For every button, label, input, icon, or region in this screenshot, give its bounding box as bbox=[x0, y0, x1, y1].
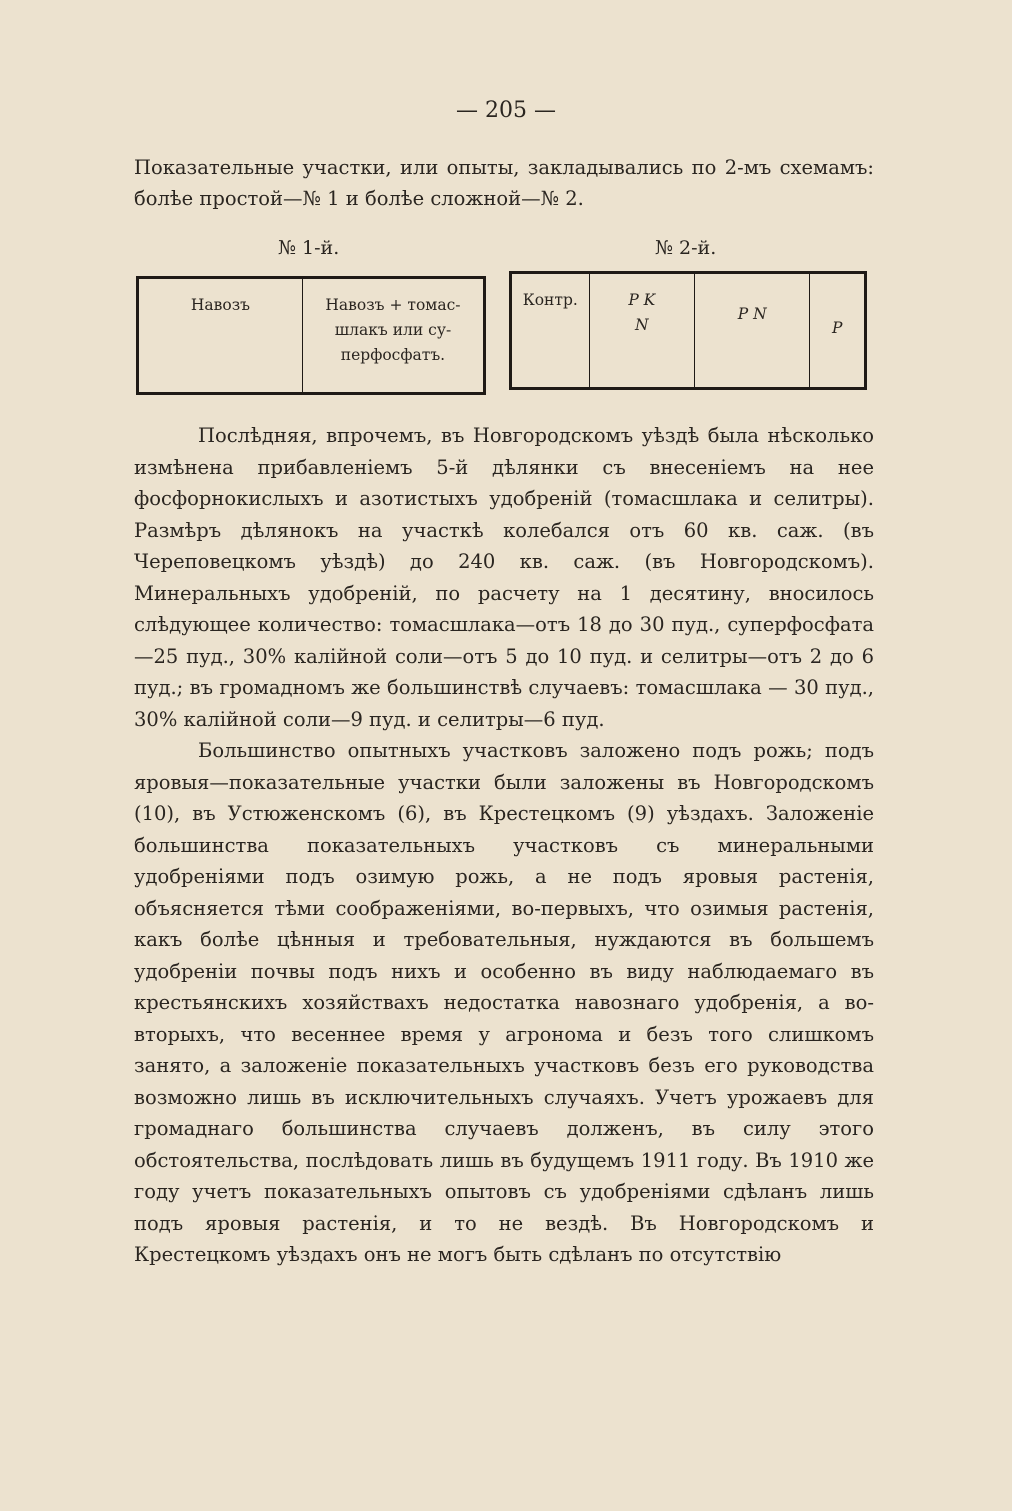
scheme-1-label: № 1-й. bbox=[278, 237, 340, 259]
paragraph-1: Послѣдняя, впрочемъ, въ Новгородскомъ уѣздѣ была нѣсколько измѣнена прибавленіемъ 5-й дѣлянки съ внесеніемъ на нее фосфорнокислыхъ и азотистыхъ удобреній (томасшлака и селитры). Размѣръ дѣлянокъ на участкѣ колебался отъ 60 кв. саж. (въ Череповецкомъ уѣздѣ) до 240 кв. саж. (въ Новгородскомъ). Минеральныхъ удобреній, по расчету на 1 десятину, вносилось слѣдующее количество: томасшлака—отъ 18 до 30 пуд., суперфосфата—25 пуд., 30% калійной соли—отъ 5 до 10 пуд. и селитры—отъ 2 до 6 пуд.; въ громадномъ же большинствѣ случаевъ: томасшлака — 30 пуд., 30% калійной соли—9 пуд. и селитры—6 пуд. bbox=[134, 424, 874, 731]
body-text bbox=[134, 420, 874, 1271]
scheme-2-cell-p: P bbox=[810, 273, 866, 389]
intro-text: Показательные участки, или опыты, закладывались по 2-мъ схемамъ: болѣе простой—№ 1 и болѣе сложной—№ 2. bbox=[134, 156, 874, 210]
scheme-1-cell-manure: Навозъ bbox=[190, 296, 251, 314]
scheme-1-cell-manure-slag: Навозъ + томас- шлакъ или су- перфосфатъ. bbox=[302, 278, 484, 394]
scheme-2-cell-pkn: P K N bbox=[589, 273, 694, 389]
intro-paragraph bbox=[134, 152, 874, 214]
paragraph-2: Большинство опытныхъ участковъ заложено подъ рожь; подъ яровыя—показательные участки были заложены въ Новгородскомъ (10), въ Устюженскомъ (6), въ Крестецкомъ (9) уѣздахъ. Заложеніе большинства показательныхъ участковъ съ минеральными удобреніями подъ озимую рожь, а не подъ яровыя растенія, объясняется тѣми соображеніями, во-первыхъ, что озимыя растенія, какъ болѣе цѣнныя и требовательныя, нуждаются въ большемъ удобреніи почвы подъ нихъ и особенно въ виду наблюдаемаго въ крестьянскихъ хозяйствахъ недостатка навознаго удобренія, а во-вторыхъ, что весеннее время у агронома и безъ того слишкомъ занято, а заложеніе показательныхъ участковъ безъ его руководства возможно лишь въ исключительныхъ случаяхъ. Учетъ урожаевъ для громаднаго большинства случаевъ долженъ, въ силу этого обстоятельства, послѣдовать лишь въ будущемъ 1911 году. Въ 1910 же году учетъ показательныхъ опытовъ съ удобреніями сдѣланъ лишь подъ яровыя растенія, и то не вездѣ. Въ Новгородскомъ и Крестецкомъ уѣздахъ онъ не могъ быть сдѣланъ по отсутствію bbox=[134, 739, 874, 1266]
scheme-2-cell-pn: P N bbox=[695, 273, 810, 389]
page-number: — 205 — bbox=[456, 98, 556, 123]
scheme-2-label: № 2-й. bbox=[655, 237, 717, 259]
scheme-2-table bbox=[509, 271, 867, 390]
scheme-1-table bbox=[136, 276, 486, 395]
scheme-2-cell-control: Контр. bbox=[522, 291, 578, 309]
